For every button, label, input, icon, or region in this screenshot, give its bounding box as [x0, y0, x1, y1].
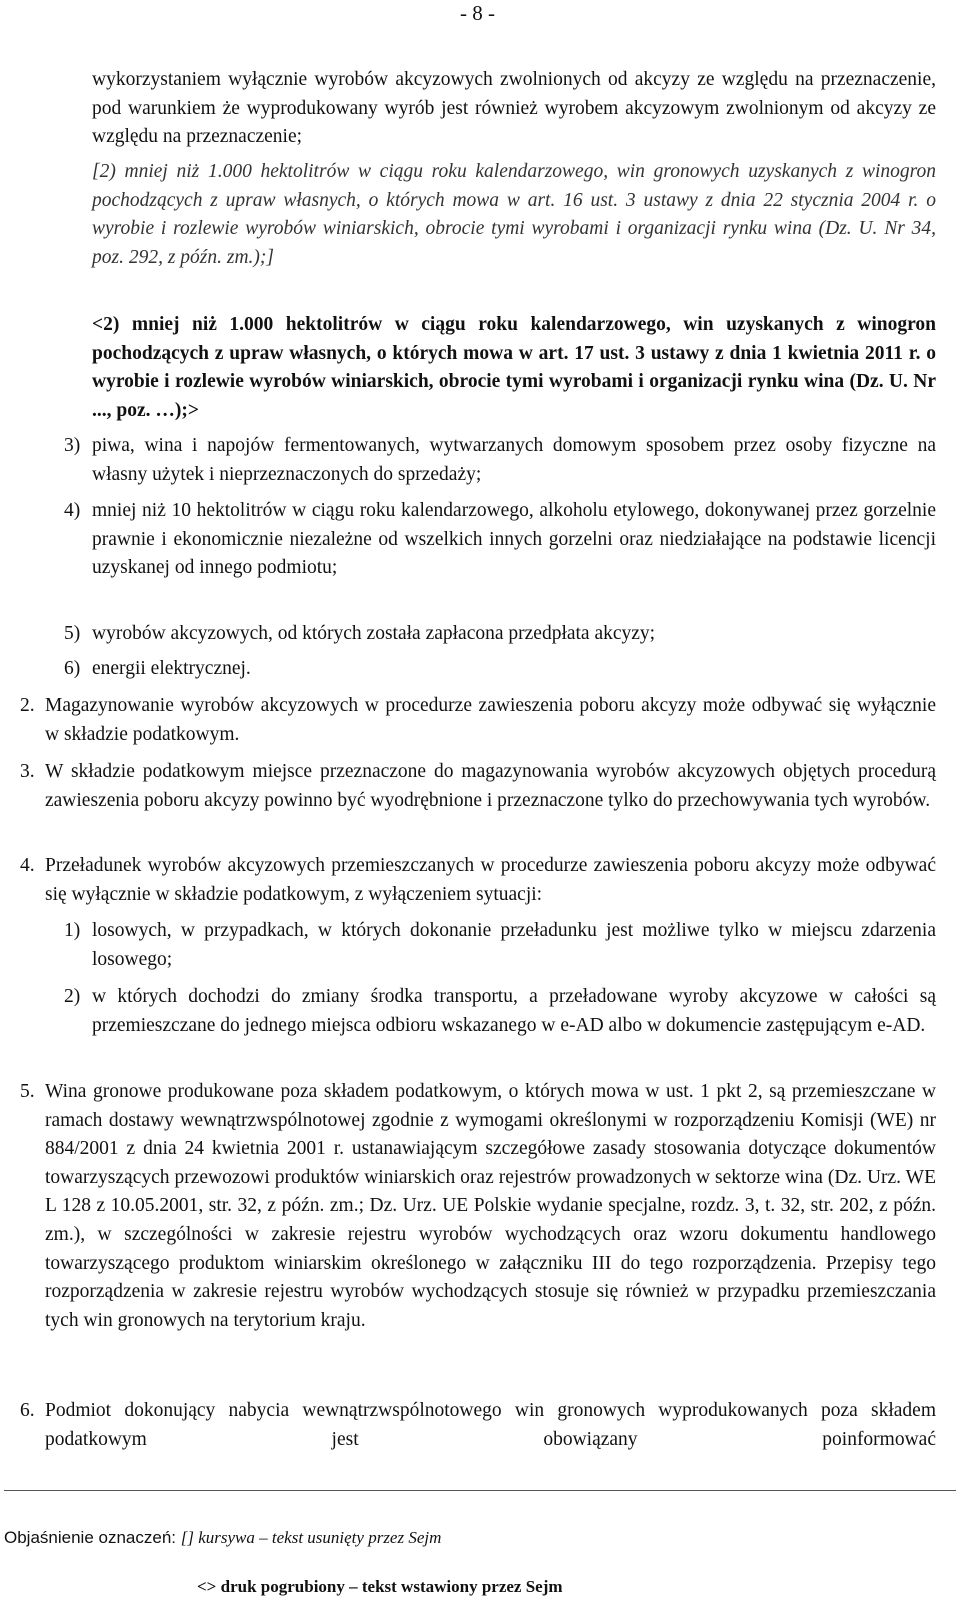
section-5-number: 5. [20, 1081, 35, 1102]
section-6-text: Podmiot dokonujący nabycia wewnątrzwspólnotowego win gronowych wyprodukowanych poza składem podatkowym jest obowiązany poinformować [45, 1400, 936, 1450]
item-4-text: mniej niż 10 hektolitrów w ciągu roku kalendarzowego, alkoholu etylowego, dokonywanej przez gorzelnie prawnie i ekonomicznie niezależne od wszelkich innych gorzelni oraz niedziałające na podstawie licencji uzyskanej od innego podmiotu; [92, 500, 936, 579]
section-4-item-2-text: w których dochodzi do zmiany środka transportu, a przeładowane wyroby akcyzowe w całości są przemieszczane do jednego miejsca odbioru wskazanego w e-AD albo w dokumencie zastępującym e-AD. [92, 986, 936, 1036]
item-6-number: 6) [64, 658, 81, 679]
section-4-number: 4. [20, 855, 35, 876]
legend-italic: [] kursywa – tekst usunięty przez Sejm [180, 1528, 442, 1547]
deleted-item-2: [2) mniej niż 1.000 hektolitrów w ciągu roku kalendarzowego, win gronowych uzyskanych z winogron pochodzących z upraw własnych, o których mowa w art. 16 ust. 3 ustawy z dnia 22 stycznia 2004 r. o wyrobie i rozlewie wyrobów winiarskich, obrocie tymi wyrobami i organizacji rynku wina (Dz. U. Nr 34, poz. 292, z późn. zm.);] [92, 161, 936, 268]
item-4-number: 4) [64, 500, 81, 521]
section-4-item-1-number: 1) [64, 920, 81, 941]
item-6-text: energii elektrycznej. [92, 658, 251, 679]
legend-label: Objaśnienie oznaczeń: [4, 1528, 177, 1547]
legend-line [4, 1527, 441, 1549]
item-5-text: wyrobów akcyzowych, od których została zapłacona przedpłata akcyzy; [92, 623, 656, 644]
item-3-number: 3) [64, 435, 81, 456]
section-4-item-2-number: 2) [64, 986, 81, 1007]
section-3-number: 3. [20, 761, 35, 782]
section-6-number: 6. [20, 1400, 35, 1421]
section-4-text: Przeładunek wyrobów akcyzowych przemieszczanych w procedurze zawieszenia poboru akcyzy może odbywać się wyłącznie w składzie podatkowym, z wyłączeniem sytuacji: [45, 855, 936, 905]
section-2-text: Magazynowanie wyrobów akcyzowych w procedurze zawieszenia poboru akcyzy może odbywać się wyłącznie w składzie podatkowym. [45, 695, 936, 745]
footer-divider [4, 1490, 956, 1491]
intro-paragraph: wykorzystaniem wyłącznie wyrobów akcyzowych zwolnionych od akcyzy ze względu na przeznaczenie, pod warunkiem że wyprodukowany wyrób jest również wyrobem akcyzowym zwolnionym od akcyzy ze względu na przeznaczenie; [92, 69, 936, 148]
section-4-item-1-text: losowych, w przypadkach, w których dokonanie przeładunku jest możliwe tylko w miejscu zdarzenia losowego; [92, 920, 936, 970]
item-3-text: piwa, wina i napojów fermentowanych, wytwarzanych domowym sposobem przez osoby fizyczne na własny użytek i nieprzeznaczonych do sprzedaży; [92, 435, 936, 485]
inserted-item-2: <2) mniej niż 1.000 hektolitrów w ciągu roku kalendarzowego, win uzyskanych z winogron pochodzących z upraw własnych, o których mowa w art. 17 ust. 3 ustawy z dnia 1 kwietnia 2011 r. o wyrobie i rozlewie wyrobów winiarskich, obrocie tymi wyrobami i organizacji rynku wina (Dz. U. Nr ..., poz. …);> [92, 314, 936, 421]
section-2-number: 2. [20, 695, 35, 716]
item-5-number: 5) [64, 623, 81, 644]
section-5-text: Wina gronowe produkowane poza składem podatkowym, o których mowa w ust. 1 pkt 2, są przemieszczane w ramach dostawy wewnątrzwspólnotowej zgodnie z wymogami określonymi w rozporządzeniu Komisji (WE) nr 884/2001 z dnia 24 kwietnia 2001 r. ustanawiającym szczegółowe zasady stosowania dotyczące dokumentów towarzyszących przewozowi produktów winiarskich oraz rejestrów prowadzonych w sektorze wina (Dz. Urz. WE L 128 z 10.05.2001, str. 32, z późn. zm.; Dz. Urz. UE Polskie wydanie specjalne, rozdz. 3, t. 32, str. 202, z późn. zm.), w szczególności w zakresie rejestru wyrobów wychodzących oraz wzoru dokumentu handlowego towarzyszącego produktom winiarskim określonego w załączniku III do tego rozporządzenia. Przepisy tego rozporządzenia w zakresie rejestru wyrobów wychodzących stosuje się również w przypadku przemieszczania tych win gronowych na terytorium kraju. [45, 1081, 936, 1331]
legend-bold: <> druk pogrubiony – tekst wstawiony przez Sejm [197, 1577, 563, 1596]
section-3-text: W składzie podatkowym miejsce przeznaczone do magazynowania wyrobów akcyzowych objętych procedurą zawieszenia poboru akcyzy powinno być wyodrębnione i przeznaczone tylko do przechowywania tych wyrobów. [45, 761, 936, 811]
page-number: - 8 - [460, 1, 495, 25]
